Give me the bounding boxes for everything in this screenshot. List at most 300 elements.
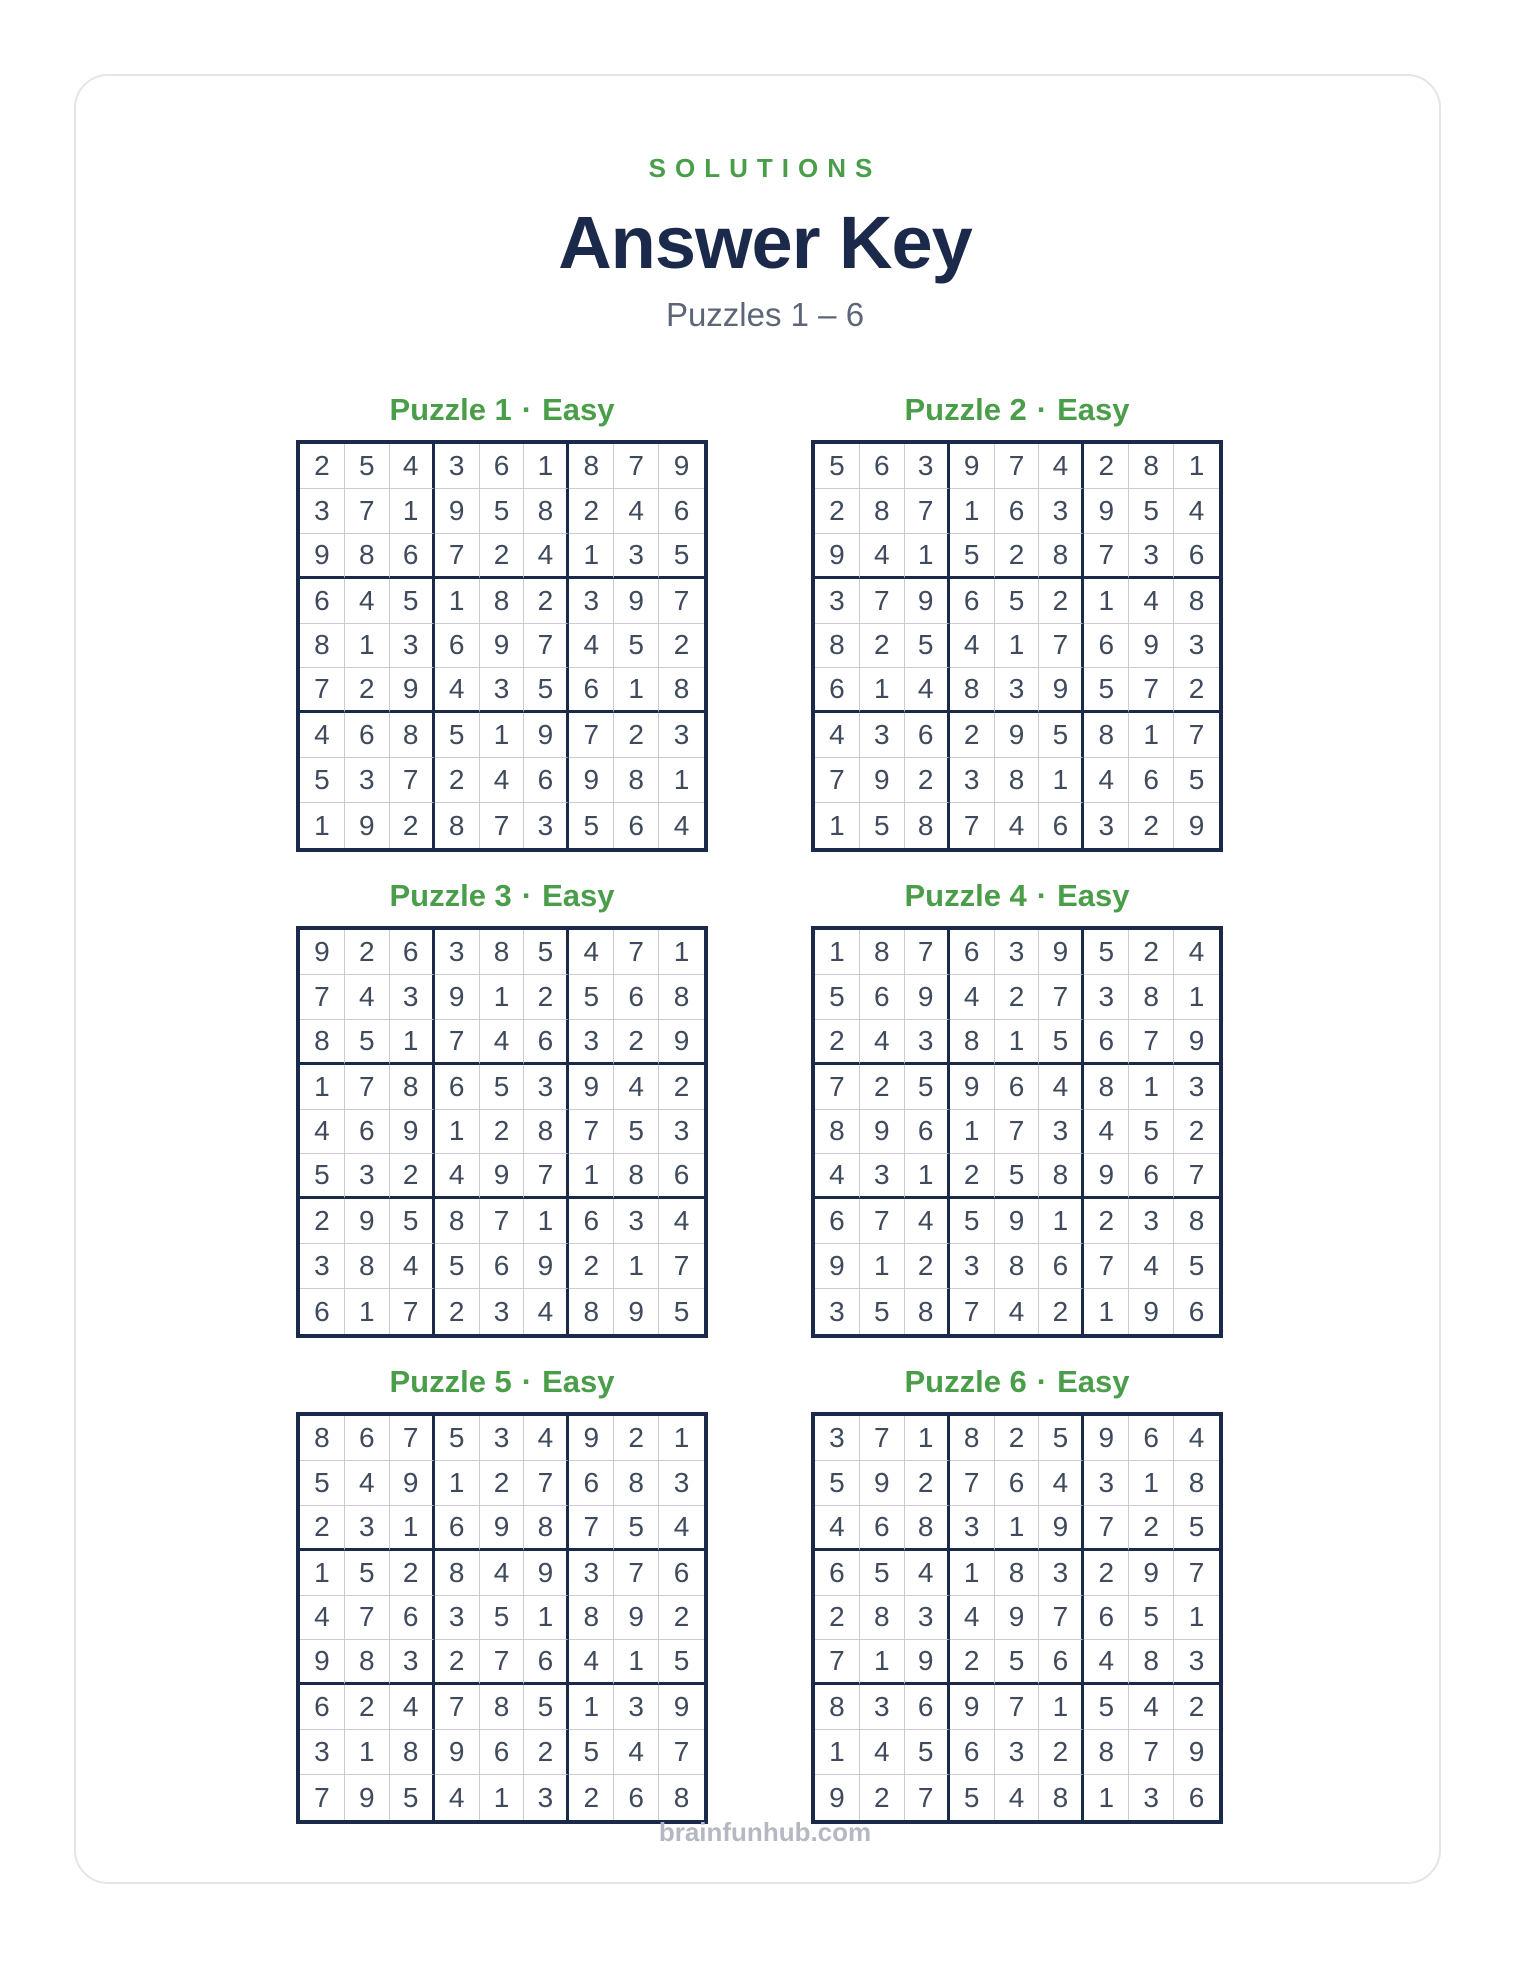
grid-cell: 1 xyxy=(345,1730,390,1775)
grid-cell: 7 xyxy=(345,1065,390,1110)
grid-cell: 9 xyxy=(390,668,435,713)
grid-cell: 7 xyxy=(614,930,659,975)
grid-cell: 4 xyxy=(995,1289,1040,1334)
grid-cell: 4 xyxy=(815,1506,860,1551)
grid-cell: 3 xyxy=(995,668,1040,713)
grid-cell: 6 xyxy=(1174,534,1219,579)
grid-cell: 9 xyxy=(950,1065,995,1110)
grid-cell: 2 xyxy=(815,1596,860,1641)
grid-cell: 4 xyxy=(1039,444,1084,489)
grid-cell: 1 xyxy=(1084,1775,1129,1820)
grid-cell: 1 xyxy=(435,1110,480,1155)
grid-cell: 4 xyxy=(1039,1065,1084,1110)
grid-cell: 6 xyxy=(905,1685,950,1730)
grid-cell: 5 xyxy=(435,713,480,758)
grid-cell: 5 xyxy=(860,1551,905,1596)
label-separator: · xyxy=(521,392,533,427)
puzzle-4-grid xyxy=(811,926,1223,1338)
grid-cell: 9 xyxy=(995,1596,1040,1641)
grid-cell: 4 xyxy=(1084,1110,1129,1155)
grid-cell: 6 xyxy=(905,713,950,758)
grid-cell: 8 xyxy=(1129,1640,1174,1685)
grid-cell: 8 xyxy=(815,1685,860,1730)
grid-cell: 2 xyxy=(905,758,950,803)
grid-cell: 8 xyxy=(905,803,950,848)
grid-cell: 8 xyxy=(815,624,860,669)
puzzle-difficulty: Easy xyxy=(542,1364,615,1399)
grid-cell: 7 xyxy=(659,579,704,624)
grid-cell: 3 xyxy=(860,1685,905,1730)
grid-cell: 3 xyxy=(300,489,345,534)
section-eyebrow: SOLUTIONS xyxy=(648,153,882,183)
puzzle-1-grid xyxy=(296,440,708,852)
grid-cell: 7 xyxy=(300,1775,345,1820)
grid-cell: 7 xyxy=(1129,1730,1174,1775)
grid-cell: 1 xyxy=(345,1289,390,1334)
grid-cell: 1 xyxy=(950,1551,995,1596)
grid-cell: 9 xyxy=(1129,1289,1174,1334)
grid-cell: 1 xyxy=(995,1506,1040,1551)
grid-cell: 9 xyxy=(1084,1154,1129,1199)
grid-cell: 9 xyxy=(659,1685,704,1730)
grid-cell: 8 xyxy=(1039,1775,1084,1820)
label-separator: · xyxy=(521,878,533,913)
grid-cell: 8 xyxy=(569,1596,614,1641)
grid-cell: 7 xyxy=(480,803,525,848)
grid-cell: 8 xyxy=(995,758,1040,803)
grid-cell: 1 xyxy=(569,1154,614,1199)
grid-cell: 3 xyxy=(815,1289,860,1334)
grid-cell: 9 xyxy=(300,930,345,975)
grid-cell: 7 xyxy=(950,1461,995,1506)
grid-cell: 3 xyxy=(614,1199,659,1244)
grid-cell: 2 xyxy=(614,1020,659,1065)
grid-cell: 7 xyxy=(524,624,569,669)
grid-cell: 2 xyxy=(345,1685,390,1730)
puzzle-6-label xyxy=(811,1364,1223,1400)
grid-cell: 5 xyxy=(905,1065,950,1110)
grid-cell: 2 xyxy=(524,1730,569,1775)
grid-cell: 3 xyxy=(480,1416,525,1461)
grid-cell: 7 xyxy=(659,1730,704,1775)
grid-cell: 5 xyxy=(1174,1506,1219,1551)
grid-cell: 5 xyxy=(614,624,659,669)
grid-cell: 9 xyxy=(614,1289,659,1334)
grid-cell: 8 xyxy=(614,758,659,803)
grid-cell: 5 xyxy=(614,1506,659,1551)
grid-cell: 9 xyxy=(860,1461,905,1506)
grid-cell: 1 xyxy=(1084,579,1129,624)
puzzle-difficulty: Easy xyxy=(1057,878,1130,913)
grid-cell: 5 xyxy=(480,1596,525,1641)
grid-cell: 1 xyxy=(905,1154,950,1199)
puzzle-2-grid xyxy=(811,440,1223,852)
grid-cell: 6 xyxy=(860,1506,905,1551)
grid-cell: 6 xyxy=(1039,1640,1084,1685)
grid-cell: 4 xyxy=(524,1289,569,1334)
grid-cell: 1 xyxy=(860,668,905,713)
grid-cell: 8 xyxy=(860,1596,905,1641)
grid-cell: 1 xyxy=(1084,1289,1129,1334)
grid-cell: 8 xyxy=(435,1199,480,1244)
grid-cell: 5 xyxy=(905,624,950,669)
grid-cell: 3 xyxy=(1084,803,1129,848)
grid-cell: 6 xyxy=(1129,758,1174,803)
grid-cell: 7 xyxy=(614,1551,659,1596)
grid-cell: 1 xyxy=(1129,713,1174,758)
grid-cell: 5 xyxy=(569,975,614,1020)
grid-cell: 8 xyxy=(345,534,390,579)
grid-cell: 3 xyxy=(614,1685,659,1730)
grid-cell: 7 xyxy=(1084,1506,1129,1551)
grid-cell: 7 xyxy=(524,1461,569,1506)
grid-cell: 5 xyxy=(995,1640,1040,1685)
grid-cell: 9 xyxy=(569,758,614,803)
grid-cell: 4 xyxy=(905,1551,950,1596)
grid-cell: 5 xyxy=(815,444,860,489)
grid-cell: 3 xyxy=(659,1110,704,1155)
grid-cell: 6 xyxy=(1039,803,1084,848)
grid-cell: 4 xyxy=(524,534,569,579)
grid-cell: 1 xyxy=(1129,1065,1174,1110)
grid-cell: 1 xyxy=(1039,758,1084,803)
grid-cell: 5 xyxy=(524,668,569,713)
grid-cell: 7 xyxy=(860,1199,905,1244)
grid-cell: 5 xyxy=(524,930,569,975)
grid-cell: 6 xyxy=(905,1110,950,1155)
grid-cell: 2 xyxy=(995,534,1040,579)
grid-cell: 8 xyxy=(435,1551,480,1596)
grid-cell: 3 xyxy=(1039,1110,1084,1155)
grid-cell: 8 xyxy=(1174,1199,1219,1244)
grid-cell: 3 xyxy=(300,1730,345,1775)
label-separator: · xyxy=(1036,392,1048,427)
grid-cell: 8 xyxy=(815,1110,860,1155)
grid-cell: 8 xyxy=(614,1461,659,1506)
grid-cell: 1 xyxy=(480,1775,525,1820)
grid-cell: 2 xyxy=(300,444,345,489)
grid-cell: 6 xyxy=(995,489,1040,534)
grid-cell: 3 xyxy=(345,1154,390,1199)
grid-cell: 4 xyxy=(1129,579,1174,624)
grid-cell: 4 xyxy=(435,1775,480,1820)
grid-cell: 9 xyxy=(390,1461,435,1506)
grid-cell: 8 xyxy=(345,1640,390,1685)
grid-cell: 2 xyxy=(524,579,569,624)
grid-cell: 9 xyxy=(950,1685,995,1730)
grid-cell: 6 xyxy=(390,534,435,579)
grid-cell: 4 xyxy=(435,668,480,713)
grid-cell: 4 xyxy=(614,489,659,534)
grid-cell: 3 xyxy=(435,930,480,975)
grid-cell: 3 xyxy=(905,1020,950,1065)
grid-cell: 3 xyxy=(860,713,905,758)
grid-cell: 2 xyxy=(860,624,905,669)
puzzle-4-label xyxy=(811,878,1223,914)
grid-cell: 5 xyxy=(1084,1685,1129,1730)
grid-cell: 2 xyxy=(390,803,435,848)
grid-cell: 9 xyxy=(390,1110,435,1155)
grid-cell: 6 xyxy=(569,1461,614,1506)
grid-cell: 1 xyxy=(659,1416,704,1461)
grid-cell: 6 xyxy=(860,444,905,489)
grid-cell: 5 xyxy=(659,1640,704,1685)
grid-cell: 9 xyxy=(614,1596,659,1641)
grid-cell: 6 xyxy=(345,1110,390,1155)
grid-cell: 6 xyxy=(614,803,659,848)
grid-cell: 8 xyxy=(1084,1730,1129,1775)
grid-cell: 2 xyxy=(569,1775,614,1820)
grid-cell: 3 xyxy=(1039,1551,1084,1596)
grid-cell: 2 xyxy=(995,975,1040,1020)
grid-cell: 6 xyxy=(480,444,525,489)
grid-cell: 5 xyxy=(614,1110,659,1155)
grid-cell: 2 xyxy=(1039,579,1084,624)
grid-cell: 6 xyxy=(950,930,995,975)
grid-cell: 6 xyxy=(435,624,480,669)
grid-cell: 7 xyxy=(1039,1596,1084,1641)
grid-cell: 3 xyxy=(300,1244,345,1289)
grid-cell: 4 xyxy=(1129,1685,1174,1730)
grid-cell: 7 xyxy=(995,1685,1040,1730)
grid-cell: 4 xyxy=(860,1020,905,1065)
grid-cell: 9 xyxy=(659,1020,704,1065)
grid-cell: 4 xyxy=(345,579,390,624)
grid-cell: 4 xyxy=(1084,1640,1129,1685)
grid-cell: 5 xyxy=(569,1730,614,1775)
grid-cell: 3 xyxy=(524,1775,569,1820)
grid-cell: 4 xyxy=(569,1640,614,1685)
grid-cell: 8 xyxy=(905,1506,950,1551)
grid-cell: 7 xyxy=(905,489,950,534)
grid-cell: 2 xyxy=(569,1244,614,1289)
grid-cell: 4 xyxy=(950,975,995,1020)
grid-cell: 6 xyxy=(1129,1154,1174,1199)
grid-cell: 7 xyxy=(860,579,905,624)
grid-cell: 9 xyxy=(815,1775,860,1820)
grid-cell: 2 xyxy=(905,1461,950,1506)
grid-cell: 5 xyxy=(860,803,905,848)
puzzle-name: Puzzle 3 xyxy=(389,878,512,913)
grid-cell: 8 xyxy=(524,1110,569,1155)
grid-cell: 1 xyxy=(950,1110,995,1155)
grid-cell: 4 xyxy=(950,1596,995,1641)
label-separator: · xyxy=(1036,1364,1048,1399)
grid-cell: 4 xyxy=(950,624,995,669)
grid-cell: 5 xyxy=(1174,1244,1219,1289)
grid-cell: 9 xyxy=(480,1506,525,1551)
grid-cell: 9 xyxy=(524,713,569,758)
grid-cell: 1 xyxy=(860,1244,905,1289)
puzzle-name: Puzzle 4 xyxy=(904,878,1027,913)
grid-cell: 4 xyxy=(815,1154,860,1199)
grid-cell: 4 xyxy=(300,713,345,758)
grid-cell: 1 xyxy=(435,1461,480,1506)
grid-cell: 2 xyxy=(300,1506,345,1551)
grid-cell: 2 xyxy=(435,1289,480,1334)
grid-cell: 6 xyxy=(480,1244,525,1289)
grid-cell: 8 xyxy=(860,930,905,975)
grid-cell: 3 xyxy=(569,1020,614,1065)
grid-cell: 4 xyxy=(905,1199,950,1244)
grid-cell: 9 xyxy=(569,1065,614,1110)
grid-cell: 8 xyxy=(1174,579,1219,624)
grid-cell: 1 xyxy=(815,803,860,848)
grid-cell: 7 xyxy=(524,1154,569,1199)
grid-cell: 9 xyxy=(1084,1416,1129,1461)
grid-cell: 7 xyxy=(435,534,480,579)
grid-cell: 5 xyxy=(390,579,435,624)
grid-cell: 9 xyxy=(345,803,390,848)
grid-cell: 7 xyxy=(1174,1154,1219,1199)
grid-cell: 8 xyxy=(1174,1461,1219,1506)
grid-cell: 4 xyxy=(659,1199,704,1244)
grid-cell: 3 xyxy=(950,1506,995,1551)
grid-cell: 8 xyxy=(390,1065,435,1110)
grid-cell: 4 xyxy=(905,668,950,713)
grid-cell: 6 xyxy=(524,1020,569,1065)
grid-cell: 2 xyxy=(1084,444,1129,489)
grid-cell: 2 xyxy=(1039,1289,1084,1334)
grid-cell: 8 xyxy=(300,624,345,669)
grid-cell: 8 xyxy=(1129,444,1174,489)
grid-cell: 3 xyxy=(860,1154,905,1199)
grid-cell: 3 xyxy=(390,975,435,1020)
grid-cell: 2 xyxy=(614,713,659,758)
grid-cell: 1 xyxy=(1174,975,1219,1020)
grid-cell: 8 xyxy=(995,1244,1040,1289)
grid-cell: 9 xyxy=(1039,668,1084,713)
grid-cell: 3 xyxy=(995,1730,1040,1775)
puzzle-difficulty: Easy xyxy=(542,392,615,427)
grid-cell: 9 xyxy=(345,1775,390,1820)
grid-cell: 2 xyxy=(950,713,995,758)
grid-cell: 9 xyxy=(480,624,525,669)
grid-cell: 9 xyxy=(345,1199,390,1244)
grid-cell: 5 xyxy=(905,1730,950,1775)
grid-cell: 3 xyxy=(815,1416,860,1461)
grid-cell: 5 xyxy=(300,758,345,803)
grid-cell: 7 xyxy=(1129,1020,1174,1065)
label-separator: · xyxy=(521,1364,533,1399)
grid-cell: 2 xyxy=(1084,1199,1129,1244)
grid-cell: 2 xyxy=(480,1461,525,1506)
grid-cell: 2 xyxy=(1129,803,1174,848)
grid-cell: 6 xyxy=(1039,1244,1084,1289)
grid-cell: 6 xyxy=(345,713,390,758)
grid-cell: 1 xyxy=(1039,1685,1084,1730)
grid-cell: 8 xyxy=(300,1020,345,1065)
grid-cell: 1 xyxy=(1129,1461,1174,1506)
grid-cell: 8 xyxy=(480,1685,525,1730)
grid-cell: 9 xyxy=(950,444,995,489)
grid-cell: 3 xyxy=(659,713,704,758)
grid-cell: 3 xyxy=(1129,1199,1174,1244)
grid-cell: 7 xyxy=(345,489,390,534)
grid-cell: 4 xyxy=(860,1730,905,1775)
grid-cell: 6 xyxy=(435,1506,480,1551)
grid-cell: 9 xyxy=(1129,624,1174,669)
grid-cell: 7 xyxy=(1129,668,1174,713)
grid-cell: 5 xyxy=(300,1461,345,1506)
grid-cell: 5 xyxy=(1084,930,1129,975)
grid-cell: 7 xyxy=(815,1065,860,1110)
grid-cell: 6 xyxy=(345,1416,390,1461)
puzzle-1-label xyxy=(296,392,708,428)
grid-cell: 3 xyxy=(390,1640,435,1685)
grid-cell: 9 xyxy=(1084,489,1129,534)
grid-cell: 2 xyxy=(390,1154,435,1199)
grid-cell: 2 xyxy=(435,1640,480,1685)
grid-cell: 6 xyxy=(524,1640,569,1685)
grid-cell: 8 xyxy=(673,1781,690,1813)
grid-cell: 8 xyxy=(1039,1154,1084,1199)
grid-cell: 1 xyxy=(860,1640,905,1685)
grid-cell: 3 xyxy=(1039,489,1084,534)
grid-cell: 2 xyxy=(480,1110,525,1155)
grid-cell: 3 xyxy=(435,1596,480,1641)
grid-cell: 9 xyxy=(1174,1730,1219,1775)
grid-cell: 3 xyxy=(569,579,614,624)
grid-cell: 7 xyxy=(614,444,659,489)
puzzle-6-grid xyxy=(811,1412,1223,1824)
grid-cell: 7 xyxy=(905,1775,950,1820)
grid-cell: 9 xyxy=(905,579,950,624)
grid-cell: 4 xyxy=(480,1551,525,1596)
grid-cell: 2 xyxy=(1174,1110,1219,1155)
grid-cell: 9 xyxy=(860,758,905,803)
grid-cell: 4 xyxy=(1174,930,1219,975)
grid-cell: 9 xyxy=(995,713,1040,758)
grid-cell: 1 xyxy=(614,1640,659,1685)
grid-cell: 7 xyxy=(995,1110,1040,1155)
grid-cell: 7 xyxy=(435,1020,480,1065)
grid-cell: 4 xyxy=(1174,1416,1219,1461)
grid-cell: 9 xyxy=(1039,1506,1084,1551)
grid-cell: 3 xyxy=(480,1289,525,1334)
grid-cell: 1 xyxy=(524,1199,569,1244)
grid-cell: 6 xyxy=(815,1551,860,1596)
grid-cell: 7 xyxy=(390,758,435,803)
grid-cell: 3 xyxy=(345,758,390,803)
grid-cell: 3 xyxy=(1174,1065,1219,1110)
grid-cell: 1 xyxy=(1039,1199,1084,1244)
grid-cell: 1 xyxy=(480,713,525,758)
grid-cell: 8 xyxy=(300,1416,345,1461)
grid-cell: 3 xyxy=(905,444,950,489)
grid-cell: 8 xyxy=(524,489,569,534)
grid-cell: 9 xyxy=(300,1640,345,1685)
grid-cell: 5 xyxy=(345,1020,390,1065)
grid-cell: 4 xyxy=(390,444,435,489)
grid-cell: 1 xyxy=(659,930,704,975)
grid-cell: 3 xyxy=(1084,1461,1129,1506)
grid-cell: 3 xyxy=(614,534,659,579)
grid-cell: 4 xyxy=(300,1110,345,1155)
grid-cell: 3 xyxy=(950,1244,995,1289)
grid-cell: 1 xyxy=(995,624,1040,669)
grid-cell: 9 xyxy=(480,1154,525,1199)
grid-cell: 8 xyxy=(659,975,704,1020)
page-card xyxy=(74,74,1441,1884)
grid-cell: 6 xyxy=(1129,1416,1174,1461)
puzzle-name: Puzzle 2 xyxy=(904,392,1027,427)
grid-cell: 9 xyxy=(1129,1551,1174,1596)
grid-cell: 9 xyxy=(614,579,659,624)
grid-cell: 7 xyxy=(659,1244,704,1289)
grid-cell: 3 xyxy=(905,1596,950,1641)
grid-cell: 1 xyxy=(905,1416,950,1461)
